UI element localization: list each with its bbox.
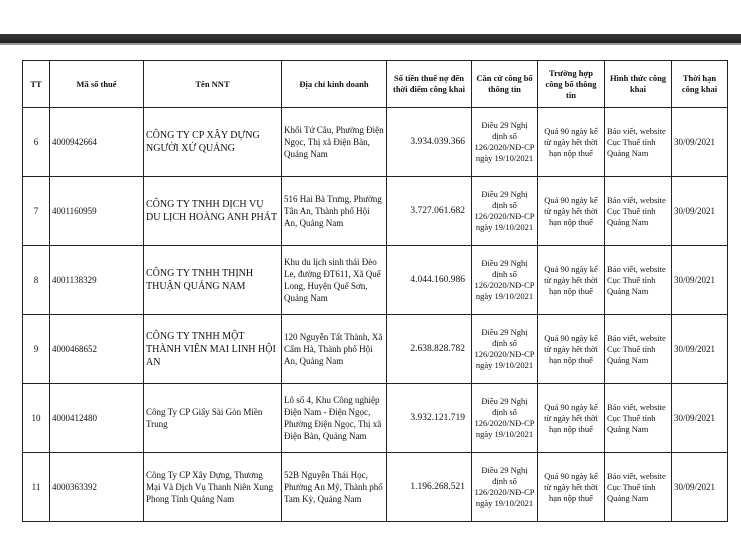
header-address: Địa chỉ kinh doanh <box>282 61 387 108</box>
cell-basis: Điều 29 Nghị định số 126/2020/NĐ-CP ngày 19/10/2021 <box>472 246 538 315</box>
cell-name: CÔNG TY TNHH MỘT THÀNH VIÊN MAI LINH HỘI AN <box>144 315 282 384</box>
cell-basis: Điều 29 Nghị định số 126/2020/NĐ-CP ngày 19/10/2021 <box>472 108 538 177</box>
table-row <box>23 246 728 315</box>
cell-case: Quá 90 ngày kể từ ngày hết thời hạn nộp thuế <box>538 177 605 246</box>
cell-deadline: 30/09/2021 <box>672 384 728 453</box>
cell-amount: 3.727.061.682 <box>387 177 472 246</box>
cell-deadline: 30/09/2021 <box>672 108 728 177</box>
cell-case: Quá 90 ngày kể từ ngày hết thời hạn nộp thuế <box>538 246 605 315</box>
cell-tax-code: 4000363392 <box>50 453 144 522</box>
cell-address: Khối Tứ Câu, Phường Điện Ngọc, Thị xã Điện Bàn, Quảng Nam <box>282 108 387 177</box>
table-row <box>23 108 728 177</box>
cell-address: 52B Nguyễn Thái Học, Phường An Mỹ, Thành phố Tam Kỳ, Quảng Nam <box>282 453 387 522</box>
table-row <box>23 315 728 384</box>
cell-tt: 10 <box>23 384 50 453</box>
header-basis: Căn cứ công bố thông tin <box>472 61 538 108</box>
cell-name: CÔNG TY TNHH THỊNH THUẬN QUẢNG NAM <box>144 246 282 315</box>
cell-case: Quá 90 ngày kể từ ngày hết thời hạn nộp thuế <box>538 384 605 453</box>
cell-form: Báo viết, website Cục Thuế tỉnh Quảng Nam <box>605 453 672 522</box>
cell-name: Công Ty CP Xây Dựng, Thương Mại Và Dịch Vụ Thanh Niên Xung Phong Tỉnh Quảng Nam <box>144 453 282 522</box>
cell-basis: Điều 29 Nghị định số 126/2020/NĐ-CP ngày 19/10/2021 <box>472 315 538 384</box>
cell-amount: 4.044.160.986 <box>387 246 472 315</box>
cell-tax-code: 4001138329 <box>50 246 144 315</box>
cell-form: Báo viết, website Cục Thuế tỉnh Quảng Nam <box>605 246 672 315</box>
cell-form: Báo viết, website Cục Thuế tỉnh Quảng Nam <box>605 108 672 177</box>
cell-amount: 1.196.268.521 <box>387 453 472 522</box>
header-name: Tên NNT <box>144 61 282 108</box>
header-case: Trường hợp công bố thông tin <box>538 61 605 108</box>
header-amount: Số tiền thuế nợ đến thời điểm công khai <box>387 61 472 108</box>
cell-case: Quá 90 ngày kể từ ngày hết thời hạn nộp thuế <box>538 315 605 384</box>
tax-debt-table-container <box>22 60 727 522</box>
header-tax-code: Mã số thuế <box>50 61 144 108</box>
top-border-bar <box>0 34 741 43</box>
cell-amount: 3.934.039.366 <box>387 108 472 177</box>
cell-amount: 3.932.121.719 <box>387 384 472 453</box>
cell-deadline: 30/09/2021 <box>672 315 728 384</box>
cell-address: Khu du lịch sinh thái Đèo Le, đường ĐT611, Xã Quế Long, Huyện Quế Sơn, Quảng Nam <box>282 246 387 315</box>
cell-address: 120 Nguyễn Tất Thành, Xã Cẩm Hà, Thành phố Hội An, Quảng Nam <box>282 315 387 384</box>
table-row <box>23 177 728 246</box>
header-deadline: Thời hạn công khai <box>672 61 728 108</box>
cell-tax-code: 4000468652 <box>50 315 144 384</box>
cell-basis: Điều 29 Nghị định số 126/2020/NĐ-CP ngày 19/10/2021 <box>472 177 538 246</box>
cell-form: Báo viết, website Cục Thuế tỉnh Quảng Nam <box>605 177 672 246</box>
cell-name: CÔNG TY CP XÂY DỰNG NGƯỜI XỨ QUẢNG <box>144 108 282 177</box>
cell-form: Báo viết, website Cục Thuế tỉnh Quảng Nam <box>605 384 672 453</box>
cell-case: Quá 90 ngày kể từ ngày hết thời hạn nộp thuế <box>538 453 605 522</box>
cell-amount: 2.638.828.782 <box>387 315 472 384</box>
cell-deadline: 30/09/2021 <box>672 177 728 246</box>
header-tt: TT <box>23 61 50 108</box>
cell-address: Lô số 4, Khu Công nghiệp Điện Nam - Điện Ngọc, Phường Điện Ngọc, Thị xã Điện Bàn, Quảng Nam <box>282 384 387 453</box>
cell-form: Báo viết, website Cục Thuế tỉnh Quảng Nam <box>605 315 672 384</box>
cell-tax-code: 4000412480 <box>50 384 144 453</box>
cell-basis: Điều 29 Nghị định số 126/2020/NĐ-CP ngày 19/10/2021 <box>472 384 538 453</box>
cell-deadline: 30/09/2021 <box>672 246 728 315</box>
cell-address: 516 Hai Bà Trưng, Phường Tân An, Thành phố Hội An, Quảng Nam <box>282 177 387 246</box>
cell-tax-code: 4000942664 <box>50 108 144 177</box>
cell-tt: 8 <box>23 246 50 315</box>
cell-name: Công Ty CP Giấy Sài Gòn Miền Trung <box>144 384 282 453</box>
cell-deadline: 30/09/2021 <box>672 453 728 522</box>
cell-tt: 6 <box>23 108 50 177</box>
top-border-highlight <box>0 43 741 45</box>
cell-tax-code: 4001160959 <box>50 177 144 246</box>
header-form: Hình thức công khai <box>605 61 672 108</box>
cell-name: CÔNG TY TNHH DỊCH VỤ DU LỊCH HOÀNG ANH PHÁT <box>144 177 282 246</box>
cell-tt: 9 <box>23 315 50 384</box>
tax-debt-table <box>22 60 728 522</box>
table-header-row <box>23 61 728 108</box>
cell-tt: 11 <box>23 453 50 522</box>
cell-basis: Điều 29 Nghị định số 126/2020/NĐ-CP ngày 19/10/2021 <box>472 453 538 522</box>
table-row <box>23 453 728 522</box>
cell-tt: 7 <box>23 177 50 246</box>
table-row <box>23 384 728 453</box>
cell-case: Quá 90 ngày kể từ ngày hết thời hạn nộp thuế <box>538 108 605 177</box>
